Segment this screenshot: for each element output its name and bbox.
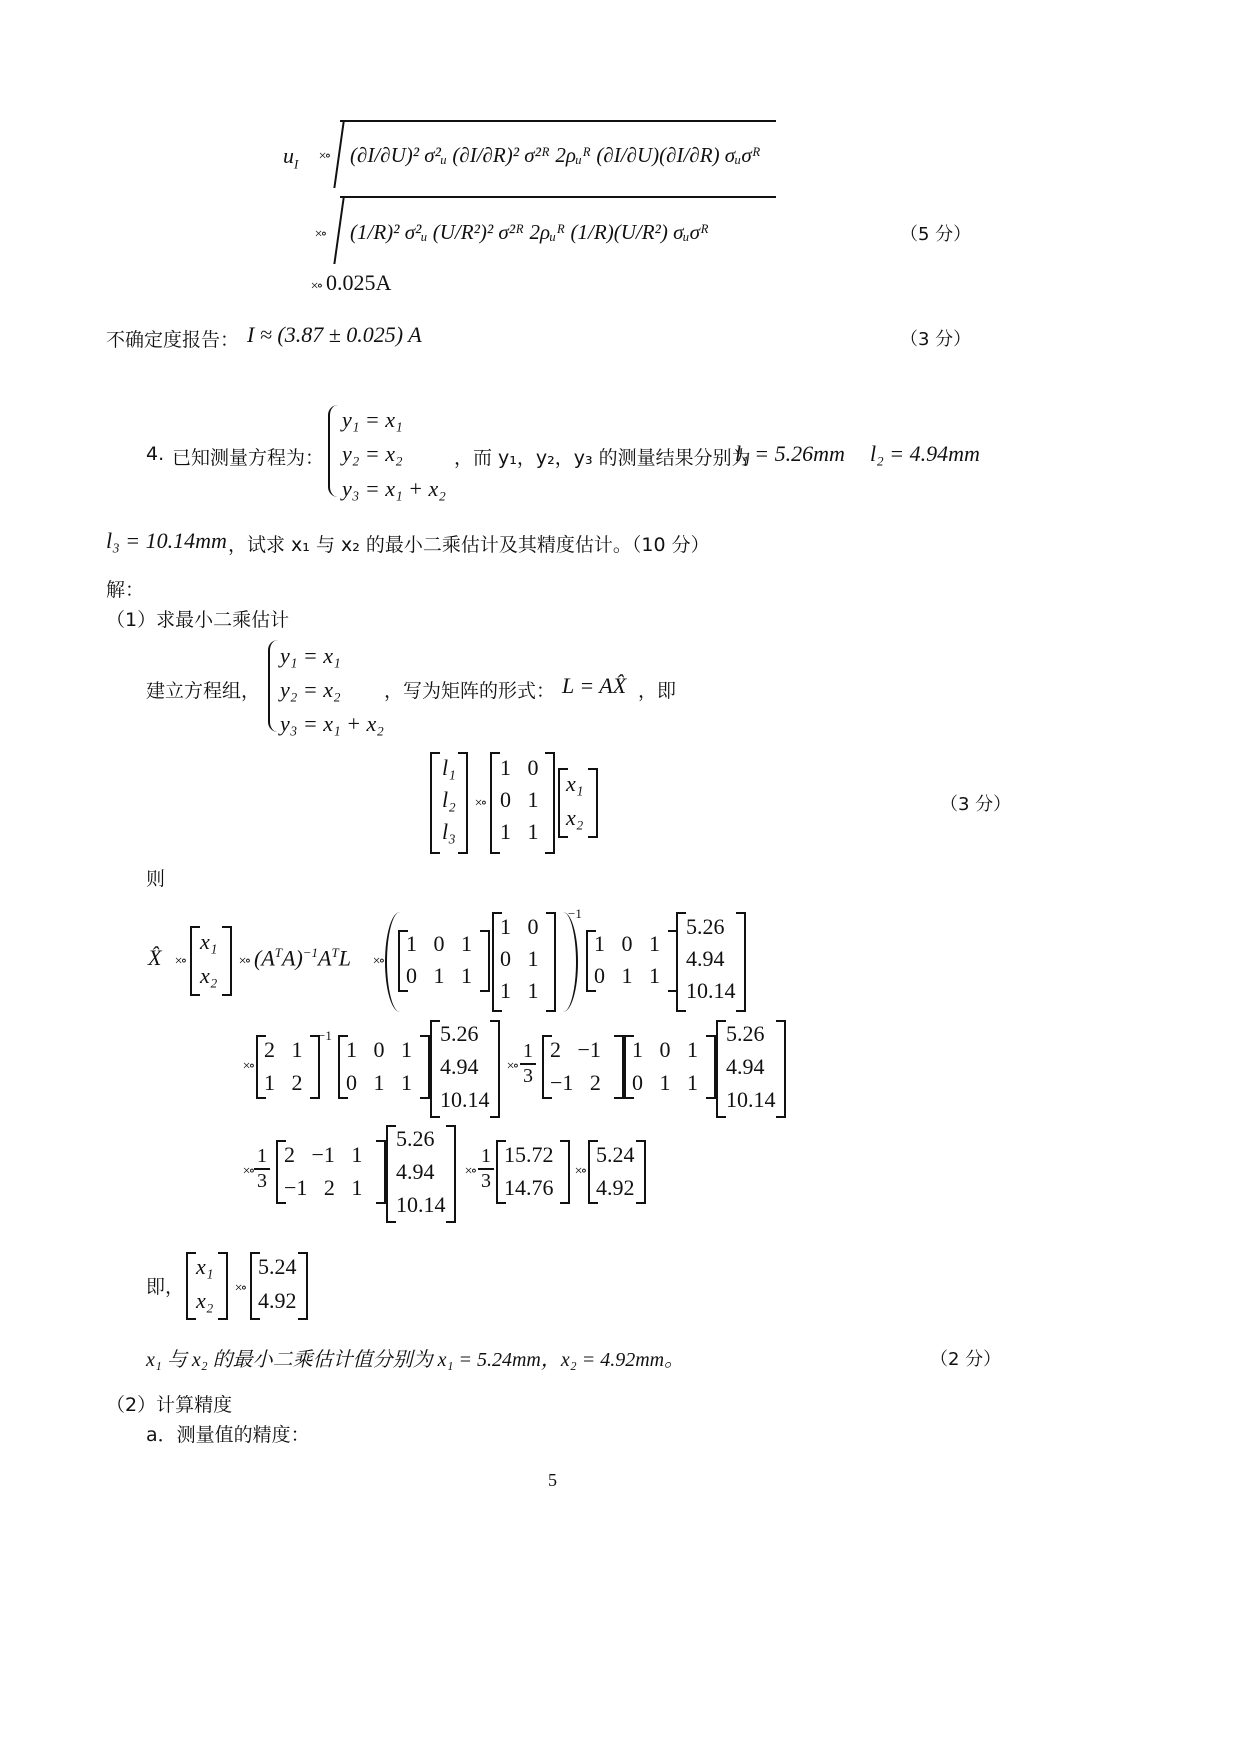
conclusion: x₁ 与 x₂ 的最小二乘估计值分别为 x₁ = 5.24mm，x₂ = 4.92mm。: [146, 1349, 685, 1371]
uncertainty-line1: (∂I/∂U)² σ²ᵤ (∂I/∂R)² σ²ᴿ 2ρᵤᴿ (∂I/∂U)(∂I/∂R) σᵤσᴿ: [350, 143, 761, 167]
bracket: [716, 1020, 726, 1118]
step1-heading: （1）求最小二乘估计: [106, 609, 290, 631]
ata-row-1: 2 1: [264, 1037, 303, 1062]
lval2-1: 5.26: [440, 1021, 479, 1046]
approx-sign: ×∘: [174, 954, 186, 969]
bracket: [430, 752, 440, 854]
lval2-3: 10.14: [440, 1087, 490, 1112]
lval3-3: 10.14: [726, 1087, 776, 1112]
a2-row-2: 0 1: [500, 946, 539, 971]
prod-row-1: 2 −1 1: [284, 1142, 363, 1167]
bracket: [190, 926, 200, 996]
x-vector-2: x₂: [566, 805, 584, 830]
inverse-exp: −1: [568, 906, 582, 921]
bracket: [310, 1035, 320, 1099]
at3-row-2: 0 1 1: [346, 1070, 412, 1095]
inv-row-1: 2 −1: [550, 1037, 601, 1062]
inv-row-2: −1 2: [550, 1070, 601, 1095]
l-vector-3: l₃: [442, 819, 456, 844]
lval-3: 10.14: [686, 978, 736, 1003]
bracket: [560, 1140, 570, 1204]
l2-value: l₂ = 4.94mm: [870, 441, 980, 466]
l-vector-1: l₁: [442, 755, 456, 780]
one-third: $\frac{1}{3}$: [520, 1040, 536, 1088]
approx-sign: ×∘: [464, 1164, 476, 1179]
step2-heading: （2）计算精度: [106, 1394, 233, 1416]
score-3b: （3 分）: [940, 794, 1012, 815]
uncertainty-line3: ×∘ 0.025A: [310, 270, 392, 295]
matrix-equation: L = AX̂: [562, 673, 627, 698]
bracket: [676, 912, 686, 1012]
problem-intro: 已知测量方程为：: [172, 447, 325, 469]
final-x1: x₁: [196, 1254, 214, 1279]
result-val-2: 4.92: [596, 1175, 635, 1200]
mid-val-2: 14.76: [504, 1175, 554, 1200]
matrix-form-text: ，写为矩阵的形式：: [384, 680, 556, 702]
at-row-1: 1 0 1: [406, 931, 472, 956]
bracket: [446, 1125, 456, 1223]
l1-value: l₁ = 5.26mm: [735, 441, 845, 466]
sqrt-bar: [340, 196, 776, 198]
system-eq-3: y₃ = x₁ + x₂: [280, 711, 384, 736]
bracket: [776, 1020, 786, 1118]
approx-sign: ×∘: [314, 227, 326, 242]
approx-sign: ×∘: [234, 1281, 246, 1296]
a-row-3: 1 1: [500, 819, 539, 844]
ze-text: 则: [146, 868, 166, 890]
bracket: [736, 912, 746, 1012]
inverse-exp-2: −1: [318, 1028, 332, 1043]
x-hat: X̂: [148, 945, 162, 970]
build-text: 建立方程组，: [146, 680, 261, 702]
system-eq-2: y₂ = x₂: [280, 677, 341, 702]
page-number: 5: [548, 1470, 557, 1490]
l3-value: l₃ = 10.14mm: [106, 528, 227, 553]
at2-row-2: 0 1 1: [594, 963, 660, 988]
lval-1: 5.26: [686, 914, 725, 939]
approx-sign: ×∘: [372, 954, 384, 969]
result-val-1: 5.24: [596, 1142, 635, 1167]
bracket: [298, 1252, 308, 1320]
bracket: [614, 1035, 624, 1099]
bracket: [480, 930, 490, 992]
approx-sign: ×∘: [238, 954, 250, 969]
bracket: [706, 1035, 716, 1099]
bracket: [490, 1020, 500, 1118]
approx-sign: ×∘: [574, 1164, 586, 1179]
bracket: [386, 1125, 396, 1223]
sqrt-sign: [333, 122, 344, 188]
final-val-2: 4.92: [258, 1288, 297, 1313]
score-2: （2 分）: [930, 1349, 1002, 1370]
equation-1: y₁ = x₁: [342, 407, 403, 432]
report-label: 不确定度报告：: [106, 329, 240, 351]
a2-row-1: 1 0: [500, 914, 539, 939]
paren-right: [548, 912, 578, 1012]
bracket: [420, 1035, 430, 1099]
equation-2: y₂ = x₂: [342, 441, 403, 466]
prod-row-2: −1 2 1: [284, 1175, 363, 1200]
uncertainty-line2: (1/R)² σ²ᵤ (U/R²)² σ²ᴿ 2ρᵤᴿ (1/R)(U/R²) σᵤσᴿ: [350, 220, 710, 244]
mid-val-1: 15.72: [504, 1142, 554, 1167]
approx-sign: ×∘: [318, 149, 330, 164]
a2-row-3: 1 1: [500, 978, 539, 1003]
lval3-2: 4.94: [726, 1054, 765, 1079]
lval4-1: 5.26: [396, 1126, 435, 1151]
lval-2: 4.94: [686, 946, 725, 971]
bracket: [218, 1252, 228, 1320]
bracket: [490, 752, 500, 854]
solution-label: 解：: [106, 579, 145, 601]
ji2-text: 即，: [146, 1276, 185, 1298]
x-vector-1: x₁: [566, 771, 584, 796]
problem-number: 4.: [146, 443, 165, 465]
bracket: [636, 1140, 646, 1204]
u-i-symbol: $u_I$: [283, 143, 299, 172]
one-third-3: $\frac{1}{3}$: [478, 1145, 494, 1193]
step2a-heading: a．测量值的精度：: [146, 1424, 310, 1446]
at4-row-1: 1 0 1: [632, 1037, 698, 1062]
equation-brace: [328, 405, 338, 497]
system-eq-1: y₁ = x₁: [280, 643, 341, 668]
lval4-2: 4.94: [396, 1159, 435, 1184]
lval3-1: 5.26: [726, 1021, 765, 1046]
ji-text: ，即: [638, 680, 677, 702]
lval2-2: 4.94: [440, 1054, 479, 1079]
score-5: （5 分）: [900, 224, 972, 245]
approx-sign: ×∘: [242, 1164, 254, 1179]
x-vec-1: x₁: [200, 929, 218, 954]
at-row-2: 0 1 1: [406, 963, 472, 988]
a-row-2: 0 1: [500, 787, 539, 812]
equation-brace-2: [268, 640, 278, 732]
bracket: [376, 1140, 386, 1204]
final-val-1: 5.24: [258, 1254, 297, 1279]
sqrt-bar: [340, 120, 776, 122]
final-x2: x₂: [196, 1288, 214, 1313]
bracket: [430, 1020, 440, 1118]
approx-sign: ×∘: [474, 796, 486, 811]
bracket: [222, 926, 232, 996]
bracket: [545, 752, 555, 854]
sqrt-sign: [333, 198, 344, 264]
problem-question: ，试求 x₁ 与 x₂ 的最小二乘估计及其精度估计。（10 分）: [228, 534, 710, 556]
one-third-2: $\frac{1}{3}$: [254, 1145, 270, 1193]
x-vec-2: x₂: [200, 963, 218, 988]
at4-row-2: 0 1 1: [632, 1070, 698, 1095]
bracket: [588, 768, 598, 838]
problem-mid-text: ，而 y₁，y₂，y₃ 的测量结果分别为: [454, 447, 751, 469]
report-value: I ≈ (3.87 ± 0.025) A: [247, 322, 422, 347]
lval4-3: 10.14: [396, 1192, 446, 1217]
a-row-1: 1 0: [500, 755, 539, 780]
at3-row-1: 1 0 1: [346, 1037, 412, 1062]
score-3a: （3 分）: [900, 329, 972, 350]
formula-ata: $(A^TA)^{-1}A^TL$: [254, 945, 351, 971]
approx-sign: ×∘: [242, 1059, 254, 1074]
approx-sign: ×∘: [506, 1059, 518, 1074]
at2-row-1: 1 0 1: [594, 931, 660, 956]
ata-row-2: 1 2: [264, 1070, 303, 1095]
l-vector-2: l₂: [442, 787, 456, 812]
bracket: [458, 752, 468, 854]
equation-3: y₃ = x₁ + x₂: [342, 476, 446, 501]
bracket: [186, 1252, 196, 1320]
